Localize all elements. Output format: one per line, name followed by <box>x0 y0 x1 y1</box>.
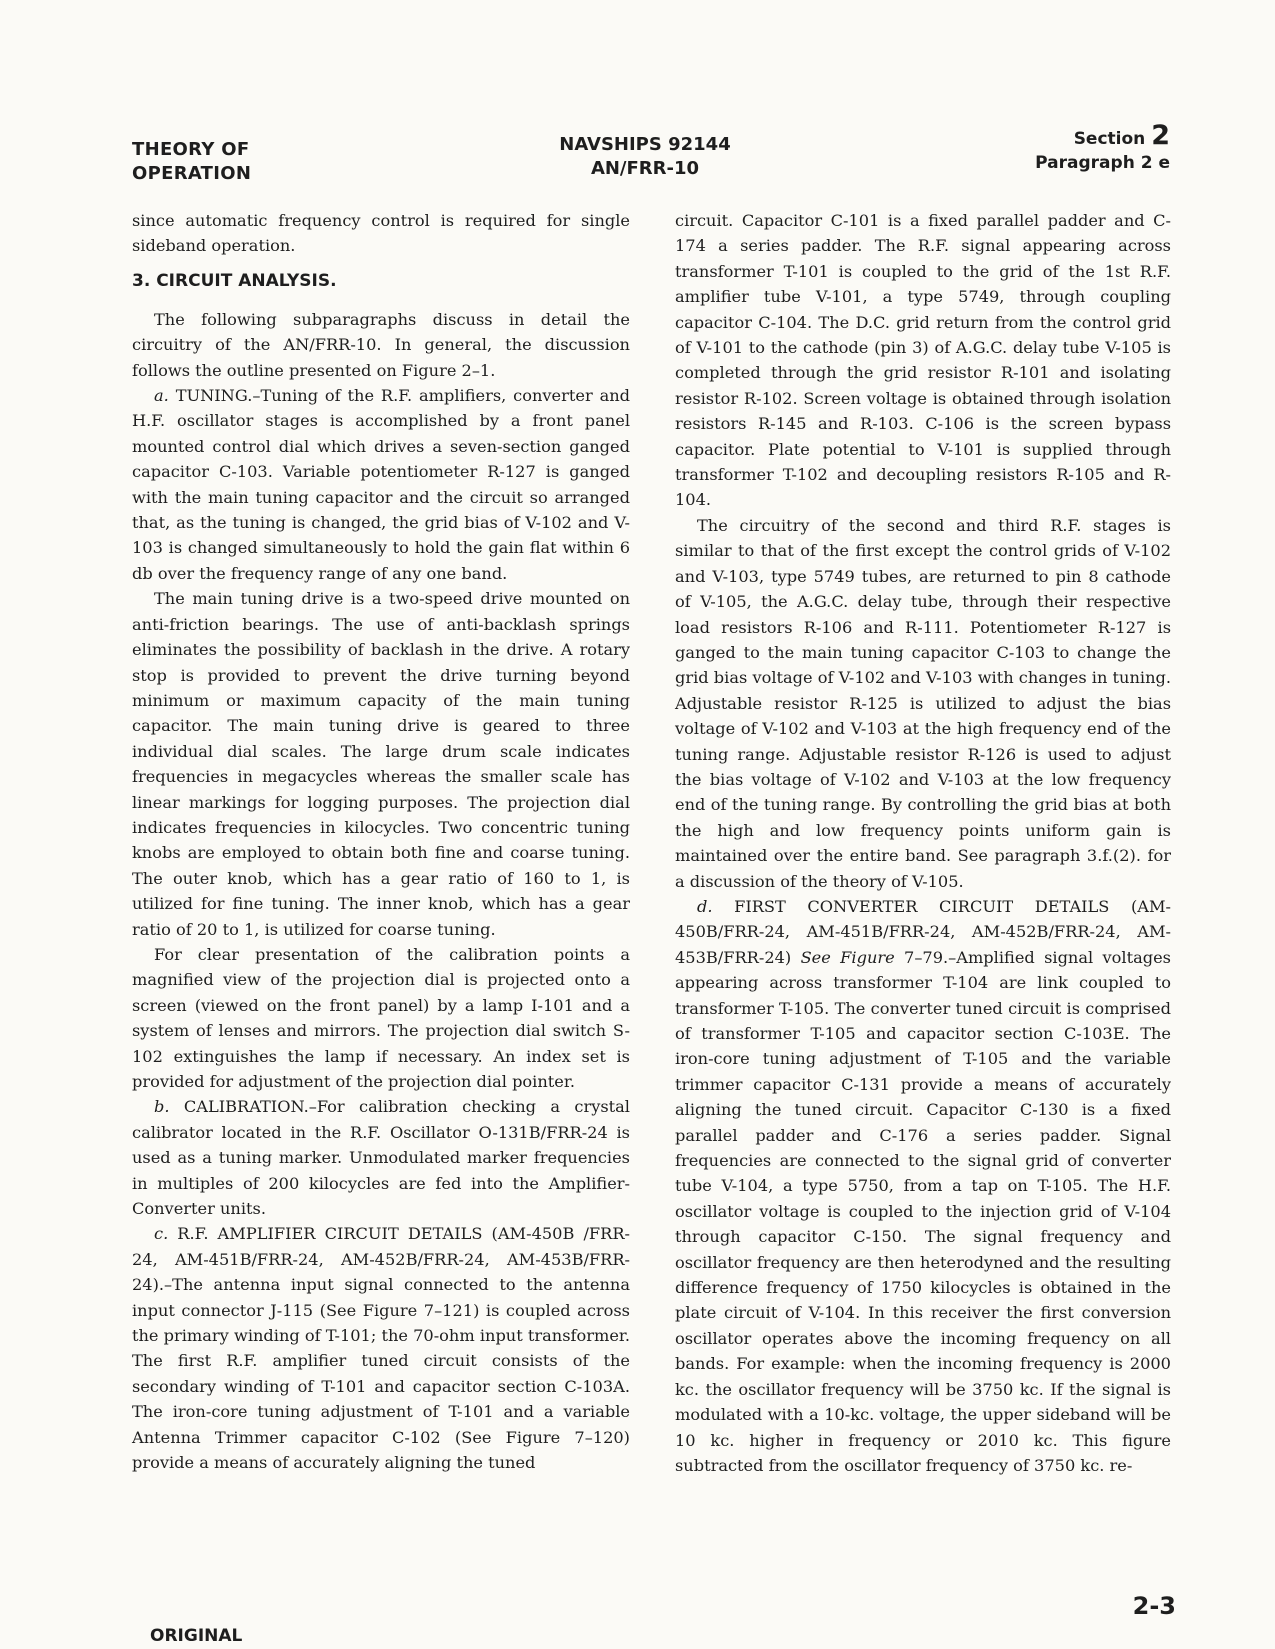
paragraph-ref: Paragraph 2 e <box>1035 153 1170 173</box>
header-center <box>530 133 760 181</box>
footer-original: ORIGINAL <box>150 1626 243 1646</box>
calibration-text: CALIBRATION.–For calibration checking a crystal calibrator located in the R.F. Oscillator O-131B/FRR-24 is used as a tuning marker. Unmodulated marker frequencies in multiples of 200 kilocycles are fed into the Amplifier-Converter units. <box>132 1097 630 1219</box>
calibration-lead: b. <box>154 1097 170 1117</box>
tuning-text: TUNING.–Tuning of the R.F. amplifiers, converter and H.F. oscillator stages is accomplished by a front panel mounted control dial which drives a seven-section ganged capacitor C-103. Variable potentiometer R-127 is ganged with the main tuning capacitor and the circuit so arranged that, as the tuning is changed, the grid bias of V-102 and V-103 is changed simultaneously to hold the gain flat within 6 db over the frequency range of any one band. <box>132 386 631 583</box>
drive-paragraph: The main tuning drive is a two-speed drive mounted on anti-friction bearings. The use of anti-backlash springs eliminates the possibility of backlash in the drive. A rotary stop is provided to prevent the drive turning beyond minimum or maximum capacity of the main tuning capacitor. The main tuning drive is geared to three individual dial scales. The large drum scale indicates frequencies in megacycles whereas the smaller scale has linear markings for logging purposes. The projection dial indicates frequencies in kilocycles. Two concentric tuning knobs are employed to obtain both fine and coarse tuning. The outer knob, which has a gear ratio of 160 to 1, is utilized for fine tuning. The inner knob, which has a gear ratio of 20 to 1, is utilized for coarse tuning. <box>132 589 630 939</box>
first-converter-lead: d. <box>697 896 713 916</box>
tuning-paragraph <box>132 383 630 586</box>
rf-amplifier-paragraph <box>132 1221 630 1475</box>
first-converter-text: 7–79.–Amplified signal voltages appearing across transformer T-104 are link coupled to transformer T-105. The converter tuned circuit is comprised of transformer T-105 and capacitor section C-103E. The iron-core tuning adjustment of T-105 and the variable trimmer capacitor C-131 provide a means of accurately aligning the tuned circuit. Capacitor C-130 is a fixed parallel padder and C-176 a series padder. Signal frequencies are connected to the signal grid of converter tube V-104, a type 5750, from a tap on T-105. The H.F. oscillator voltage is coupled to the injection grid of V-104 through capacitor C-150. The signal frequency and oscillator frequency are then heterodyned and the resulting difference frequency of 1750 kilocycles is obtained in the plate circuit of V-104. In this receiver the first conversion oscillator operates above the incoming frequency on all bands. For example: when the incoming frequency is 2000 kc. the oscillator frequency will be 3750 kc. If the signal is modulated with a 10-kc. voltage, the upper sideband will be 10 kc. higher in frequency or 2010 kc. This figure subtracted from the oscillator frequency of 3750 kc. re- <box>675 947 1171 1475</box>
right-column <box>675 208 1171 1478</box>
continued-paragraph: circuit. Capacitor C-101 is a fixed parallel padder and C-174 a series padder. The R.F. signal appearing across transformer T-101 is coupled to the grid of the 1st R.F. amplifier tube V-101, a type 5749, through coupling capacitor C-104. The D.C. grid return from the control grid of V-101 to the cathode (pin 3) of A.G.C. delay tube V-105 is completed through the grid resistor R-101 and isolating resistor R-102. Screen voltage is obtained through isolation resistors R-145 and R-103. C-106 is the screen bypass capacitor. Plate potential to V-101 is supplied through transformer T-102 and decoupling resistors R-105 and R-104. <box>675 211 1171 510</box>
rf-amplifier-text: R.F. AMPLIFIER CIRCUIT DETAILS (AM-450B /FRR-24, AM-451B/FRR-24, AM-452B/FRR-24, AM-453B/FRR-24).–The antenna input signal connected to the antenna input connector J-115 (See Figure 7–121) is coupled across the primary winding of T-101; the 70-ohm input transformer. The first R.F. amplifier tuned circuit consists of the secondary winding of T-101 and capacitor section C-103A. The iron-core tuning adjustment of T-101 and a variable Antenna Trimmer capacitor C-102 (See Figure 7–120) provide a means of accurately aligning the tuned <box>132 1224 631 1473</box>
left-column <box>132 208 630 1476</box>
section-label: Section <box>1073 129 1146 149</box>
general-paragraph: The following subparagraphs discuss in detail the circuitry of the AN/FRR-10. In general, the discussion follows the outline presented on Figure 2–1. <box>132 309 630 380</box>
page-number: 2-3 <box>1132 1592 1176 1620</box>
calibration-paragraph <box>132 1094 630 1221</box>
header-left-line1: THEORY OF <box>132 139 250 160</box>
section-number: 2 <box>1151 120 1170 151</box>
rf-amplifier-lead: c. <box>154 1224 169 1244</box>
tuning-lead: a. <box>154 386 169 406</box>
intro-paragraph: since automatic frequency control is required for single sideband operation. <box>132 211 630 256</box>
header-left <box>132 138 251 186</box>
document-number: NAVSHIPS 92144 <box>559 134 731 155</box>
equipment-designation: AN/FRR-10 <box>590 158 700 179</box>
section-line <box>980 120 1170 151</box>
section-heading: 3. CIRCUIT ANALYSIS. <box>132 270 337 291</box>
projection-paragraph: For clear presentation of the calibration points a magnified view of the projection dial is projected onto a screen (viewed on the front panel) by a lamp I-101 and a system of lenses and mirrors. The projection dial switch S-102 extinguishes the lamp if necessary. An index set is provided for adjustment of the projection dial pointer. <box>132 944 630 1091</box>
figure-ref: See Figure <box>800 947 895 967</box>
header-left-line2: OPERATION <box>132 163 252 184</box>
header-right <box>980 120 1170 175</box>
first-converter-paragraph <box>675 894 1171 1478</box>
rf-stages-paragraph: The circuitry of the second and third R.F. stages is similar to that of the first except the control grids of V-102 and V-103, type 5749 tubes, are returned to pin 8 cathode of V-105, the A.G.C. delay tube, through their respective load resistors R-106 and R-111. Potentiometer R-127 is ganged to the main tuning capacitor C-103 to change the grid bias voltage of V-102 and V-103 with changes in tuning. Adjustable resistor R-125 is utilized to adjust the bias voltage of V-102 and V-103 at the high frequency end of the tuning range. Adjustable resistor R-126 is used to adjust the bias voltage of V-102 and V-103 at the low frequency end of the tuning range. By controlling the grid bias at both the high and low frequency points uniform gain is maintained over the entire band. See paragraph 3.f.(2). for a discussion of the theory of V-105. <box>675 515 1171 891</box>
first-converter-title: FIRST CONVERTER CIRCUIT DETAILS (AM-450B/FRR-24, AM-451B/FRR-24, AM-452B/FRR-24, AM-453B/FRR-24) <box>675 896 1171 967</box>
